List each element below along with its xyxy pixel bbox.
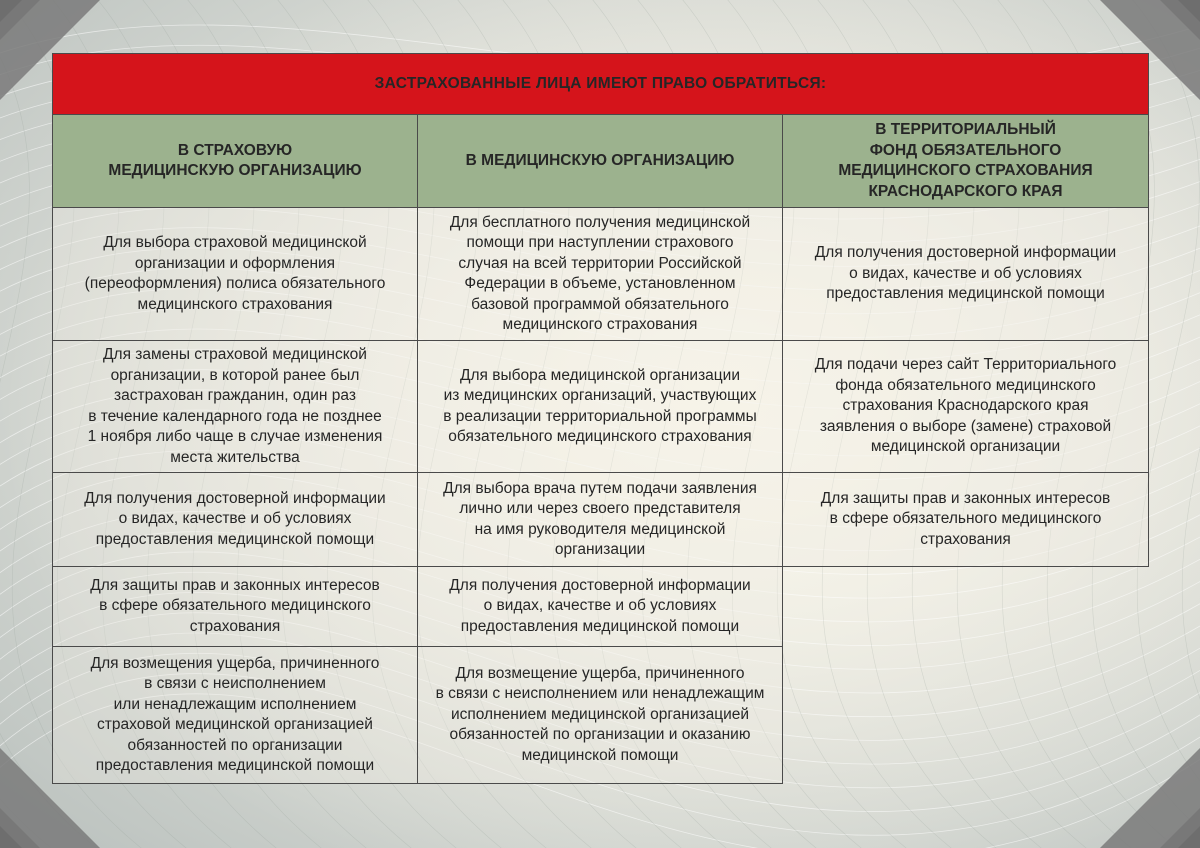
table-row: [53, 341, 1149, 473]
table-cell: Для выбора страховой медицинской организации и оформления (переоформления) полиса обязательного медицинского страхования: [53, 208, 418, 341]
table-cell: Для получения достоверной информации о видах, качестве и об условиях предоставления медицинской помощи: [53, 473, 418, 567]
rights-table-container: [52, 53, 1148, 783]
table-cell: Для защиты прав и законных интересов в сфере обязательного медицинского страхования: [53, 567, 418, 647]
table-cell: Для получения достоверной информации о видах, качестве и об условиях предоставления медицинской помощи: [418, 567, 783, 647]
table-row: [53, 647, 1149, 784]
column-header-insurance-org: В СТРАХОВУЮ МЕДИЦИНСКУЮ ОРГАНИЗАЦИЮ: [53, 115, 418, 208]
rights-table: [52, 53, 1149, 784]
table-cell: Для получения достоверной информации о видах, качестве и об условиях предоставления медицинской помощи: [783, 208, 1149, 341]
table-cell: Для замены страховой медицинской организации, в которой ранее был застрахован гражданин, один раз в течение календарного года не позднее 1 ноября либо чаще в случае изменения места жительства: [53, 341, 418, 473]
table-cell: Для выбора врача путем подачи заявления лично или через своего представителя на имя руководителя медицинской организации: [418, 473, 783, 567]
table-row: [53, 473, 1149, 567]
table-cell: Для возмещения ущерба, причиненного в связи с неисполнением или ненадлежащим исполнением страховой медицинской организацией обязанностей по организации предоставления медицинской помощи: [53, 647, 418, 784]
table-cell: Для выбора медицинской организации из медицинских организаций, участвующих в реализации территориальной программы обязательного медицинского страхования: [418, 341, 783, 473]
table-row: [53, 208, 1149, 341]
empty-cell: [783, 647, 1149, 784]
table-cell: Для возмещение ущерба, причиненного в связи с неисполнением или ненадлежащим исполнением медицинской организацией обязанностей по организации и оказанию медицинской помощи: [418, 647, 783, 784]
table-title: ЗАСТРАХОВАННЫЕ ЛИЦА ИМЕЮТ ПРАВО ОБРАТИТЬСЯ:: [53, 54, 1149, 115]
column-header-territorial-fund: В ТЕРРИТОРИАЛЬНЫЙ ФОНД ОБЯЗАТЕЛЬНОГО МЕДИЦИНСКОГО СТРАХОВАНИЯ КРАСНОДАРСКОГО КРАЯ: [783, 115, 1149, 208]
table-cell: Для бесплатного получения медицинской помощи при наступлении страхового случая на всей территории Российской Федерации в объеме, установленном базовой программой обязательного медицинского страхования: [418, 208, 783, 341]
table-row: [53, 567, 1149, 647]
column-header-medical-org: В МЕДИЦИНСКУЮ ОРГАНИЗАЦИЮ: [418, 115, 783, 208]
table-cell: Для подачи через сайт Территориального фонда обязательного медицинского страхования Краснодарского края заявления о выборе (замене) страховой медицинской организации: [783, 341, 1149, 473]
table-cell: Для защиты прав и законных интересов в сфере обязательного медицинского страхования: [783, 473, 1149, 567]
empty-cell: [783, 567, 1149, 647]
